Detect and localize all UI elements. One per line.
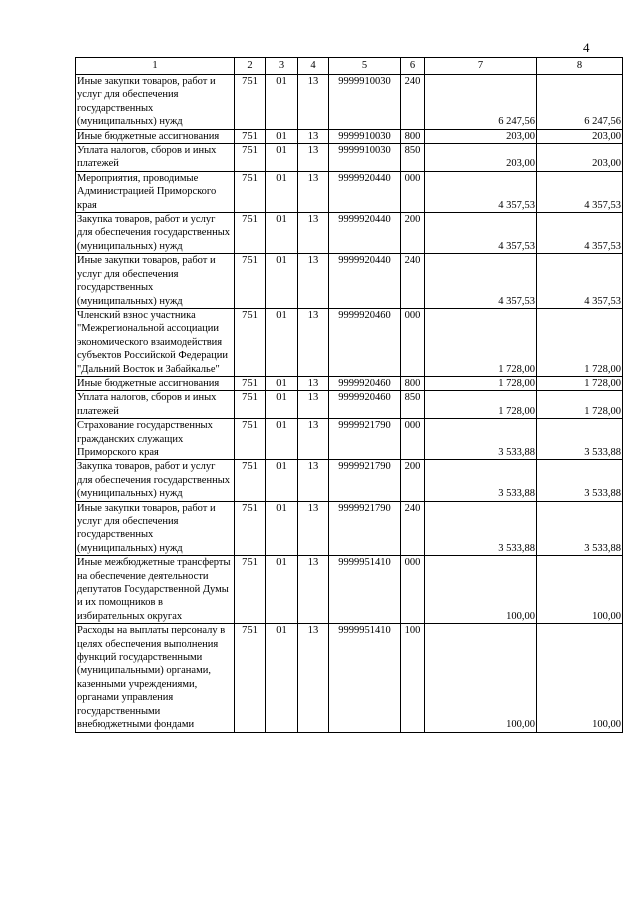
row-rz-cell: 01 <box>266 75 298 130</box>
row-ved-cell: 751 <box>235 419 266 460</box>
row-csr-cell: 9999910030 <box>329 129 401 143</box>
row-ved-cell: 751 <box>235 391 266 419</box>
amount-value: 1 728,00 <box>584 363 621 375</box>
row-pr-cell: 13 <box>298 391 329 419</box>
row-sum-2024-cell <box>425 556 537 624</box>
amount-value: 1 728,00 <box>498 405 535 417</box>
row-name-cell: Уплата налогов, сборов и иных платежей <box>76 391 235 419</box>
row-vr-cell: 240 <box>401 254 425 309</box>
header-cell: 7 <box>425 58 537 75</box>
row-vr-cell: 000 <box>401 419 425 460</box>
row-ved-cell: 751 <box>235 308 266 376</box>
amount-value: 1 728,00 <box>584 405 621 417</box>
row-sum-2024-cell <box>425 144 537 172</box>
amount-value: 4 357,53 <box>584 295 621 307</box>
page-number: 4 <box>583 40 590 55</box>
row-vr-cell: 000 <box>401 308 425 376</box>
row-vr-cell: 200 <box>401 213 425 254</box>
row-sum-2024-cell <box>425 308 537 376</box>
row-vr-cell: 850 <box>401 391 425 419</box>
row-sum-2025-cell <box>537 171 623 212</box>
row-csr-cell: 9999920440 <box>329 171 401 212</box>
row-rz-cell: 01 <box>266 624 298 732</box>
amount-value: 1 728,00 <box>584 377 621 389</box>
row-sum-2024-cell <box>425 460 537 501</box>
row-sum-2025-cell <box>537 308 623 376</box>
row-rz-cell: 01 <box>266 254 298 309</box>
row-ved-cell: 751 <box>235 171 266 212</box>
row-csr-cell: 9999921790 <box>329 501 401 556</box>
row-pr-cell: 13 <box>298 376 329 390</box>
amount-value: 203,00 <box>592 130 621 142</box>
table-row <box>76 376 623 390</box>
row-rz-cell: 01 <box>266 129 298 143</box>
row-csr-cell: 9999920440 <box>329 254 401 309</box>
row-sum-2024-cell <box>425 624 537 732</box>
row-sum-2024-cell <box>425 501 537 556</box>
row-vr-cell: 850 <box>401 144 425 172</box>
amount-value: 203,00 <box>506 158 535 170</box>
row-pr-cell: 13 <box>298 171 329 212</box>
row-name-cell: Иные закупки товаров, работ и услуг для обеспечения государственных (муниципальных) нужд <box>76 75 235 130</box>
row-rz-cell: 01 <box>266 419 298 460</box>
row-pr-cell: 13 <box>298 75 329 130</box>
row-name-cell: Расходы на выплаты персоналу в целях обеспечения выполнения функций государственными (муниципальными) органами, казенными учреждениями, органами управления государственными внебюджетными фондами <box>76 624 235 732</box>
row-rz-cell: 01 <box>266 171 298 212</box>
row-sum-2025-cell <box>537 391 623 419</box>
table-row <box>76 129 623 143</box>
row-csr-cell: 9999951410 <box>329 624 401 732</box>
amount-value: 3 533,88 <box>498 542 535 554</box>
row-csr-cell: 9999920440 <box>329 213 401 254</box>
header-cell: 6 <box>401 58 425 75</box>
row-ved-cell: 751 <box>235 254 266 309</box>
row-ved-cell: 751 <box>235 556 266 624</box>
amount-value: 203,00 <box>592 158 621 170</box>
row-ved-cell: 751 <box>235 213 266 254</box>
row-name-cell: Иные закупки товаров, работ и услуг для обеспечения государственных (муниципальных) нужд <box>76 254 235 309</box>
amount-value: 6 247,56 <box>498 116 535 128</box>
row-name-cell: Иные закупки товаров, работ и услуг для обеспечения государственных (муниципальных) нужд <box>76 501 235 556</box>
row-name-cell: Иные межбюджетные трансферты на обеспечение деятельности депутатов Государственной Думы и их помощников в избирательных округах <box>76 556 235 624</box>
table-row <box>76 144 623 172</box>
budget-table <box>75 57 623 733</box>
row-rz-cell: 01 <box>266 213 298 254</box>
row-sum-2024-cell <box>425 129 537 143</box>
row-sum-2024-cell <box>425 376 537 390</box>
row-sum-2024-cell <box>425 75 537 130</box>
row-sum-2025-cell <box>537 624 623 732</box>
amount-value: 6 247,56 <box>584 116 621 128</box>
row-sum-2024-cell <box>425 254 537 309</box>
row-vr-cell: 200 <box>401 460 425 501</box>
row-ved-cell: 751 <box>235 75 266 130</box>
header-cell: 5 <box>329 58 401 75</box>
amount-value: 3 533,88 <box>584 542 621 554</box>
amount-value: 100,00 <box>592 610 621 622</box>
row-vr-cell: 800 <box>401 129 425 143</box>
amount-value: 3 533,88 <box>584 488 621 500</box>
row-csr-cell: 9999910030 <box>329 144 401 172</box>
table-row <box>76 254 623 309</box>
table-row <box>76 213 623 254</box>
amount-value: 100,00 <box>506 719 535 731</box>
row-sum-2025-cell <box>537 376 623 390</box>
row-csr-cell: 9999920460 <box>329 376 401 390</box>
row-vr-cell: 000 <box>401 556 425 624</box>
header-cell: 1 <box>76 58 235 75</box>
header-cell: 2 <box>235 58 266 75</box>
row-pr-cell: 13 <box>298 308 329 376</box>
row-name-cell: Иные бюджетные ассигнования <box>76 376 235 390</box>
row-sum-2025-cell <box>537 144 623 172</box>
table-row <box>76 624 623 732</box>
row-rz-cell: 01 <box>266 376 298 390</box>
amount-value: 4 357,53 <box>498 199 535 211</box>
row-name-cell: Страхование государственных гражданских служащих Приморского края <box>76 419 235 460</box>
row-vr-cell: 240 <box>401 75 425 130</box>
row-sum-2025-cell <box>537 213 623 254</box>
row-vr-cell: 100 <box>401 624 425 732</box>
header-cell: 4 <box>298 58 329 75</box>
row-csr-cell: 9999921790 <box>329 419 401 460</box>
amount-value: 3 533,88 <box>498 446 535 458</box>
row-rz-cell: 01 <box>266 460 298 501</box>
row-ved-cell: 751 <box>235 144 266 172</box>
row-name-cell: Членский взнос участника "Межрегиональной ассоциации экономического взаимодействия субъектов Российской Федерации "Дальний Восток и Забайкалье" <box>76 308 235 376</box>
row-sum-2025-cell <box>537 419 623 460</box>
row-csr-cell: 9999951410 <box>329 556 401 624</box>
table-row <box>76 501 623 556</box>
row-pr-cell: 13 <box>298 129 329 143</box>
amount-value: 4 357,53 <box>584 240 621 252</box>
row-sum-2025-cell <box>537 501 623 556</box>
row-name-cell: Уплата налогов, сборов и иных платежей <box>76 144 235 172</box>
row-sum-2025-cell <box>537 460 623 501</box>
row-pr-cell: 13 <box>298 556 329 624</box>
amount-value: 100,00 <box>592 719 621 731</box>
row-csr-cell: 9999920460 <box>329 308 401 376</box>
row-csr-cell: 9999921790 <box>329 460 401 501</box>
row-rz-cell: 01 <box>266 144 298 172</box>
row-csr-cell: 9999910030 <box>329 75 401 130</box>
row-pr-cell: 13 <box>298 144 329 172</box>
row-name-cell: Мероприятия, проводимые Администрацией Приморского края <box>76 171 235 212</box>
table-row <box>76 419 623 460</box>
amount-value: 3 533,88 <box>584 446 621 458</box>
row-rz-cell: 01 <box>266 391 298 419</box>
row-sum-2024-cell <box>425 419 537 460</box>
table-body <box>76 58 623 733</box>
amount-value: 3 533,88 <box>498 488 535 500</box>
row-ved-cell: 751 <box>235 501 266 556</box>
row-pr-cell: 13 <box>298 501 329 556</box>
row-pr-cell: 13 <box>298 419 329 460</box>
row-sum-2024-cell <box>425 171 537 212</box>
amount-value: 203,00 <box>506 130 535 142</box>
header-cell: 8 <box>537 58 623 75</box>
amount-value: 4 357,53 <box>584 199 621 211</box>
table-row <box>76 308 623 376</box>
row-vr-cell: 000 <box>401 171 425 212</box>
row-rz-cell: 01 <box>266 501 298 556</box>
row-ved-cell: 751 <box>235 460 266 501</box>
row-name-cell: Закупка товаров, работ и услуг для обеспечения государственных (муниципальных) нужд <box>76 460 235 501</box>
row-vr-cell: 240 <box>401 501 425 556</box>
row-ved-cell: 751 <box>235 129 266 143</box>
row-sum-2025-cell <box>537 556 623 624</box>
table-header-row <box>76 58 623 75</box>
row-name-cell: Иные бюджетные ассигнования <box>76 129 235 143</box>
row-ved-cell: 751 <box>235 624 266 732</box>
row-sum-2024-cell <box>425 391 537 419</box>
header-cell: 3 <box>266 58 298 75</box>
table-row <box>76 75 623 130</box>
row-sum-2025-cell <box>537 129 623 143</box>
row-sum-2025-cell <box>537 254 623 309</box>
row-pr-cell: 13 <box>298 254 329 309</box>
row-csr-cell: 9999920460 <box>329 391 401 419</box>
amount-value: 4 357,53 <box>498 240 535 252</box>
amount-value: 1 728,00 <box>498 363 535 375</box>
table-row <box>76 171 623 212</box>
table-row <box>76 556 623 624</box>
row-pr-cell: 13 <box>298 624 329 732</box>
table-row <box>76 391 623 419</box>
row-rz-cell: 01 <box>266 556 298 624</box>
row-vr-cell: 800 <box>401 376 425 390</box>
amount-value: 1 728,00 <box>498 377 535 389</box>
amount-value: 100,00 <box>506 610 535 622</box>
amount-value: 4 357,53 <box>498 295 535 307</box>
row-pr-cell: 13 <box>298 460 329 501</box>
table-row <box>76 460 623 501</box>
row-rz-cell: 01 <box>266 308 298 376</box>
row-ved-cell: 751 <box>235 376 266 390</box>
row-sum-2024-cell <box>425 213 537 254</box>
row-name-cell: Закупка товаров, работ и услуг для обеспечения государственных (муниципальных) нужд <box>76 213 235 254</box>
row-pr-cell: 13 <box>298 213 329 254</box>
row-sum-2025-cell <box>537 75 623 130</box>
